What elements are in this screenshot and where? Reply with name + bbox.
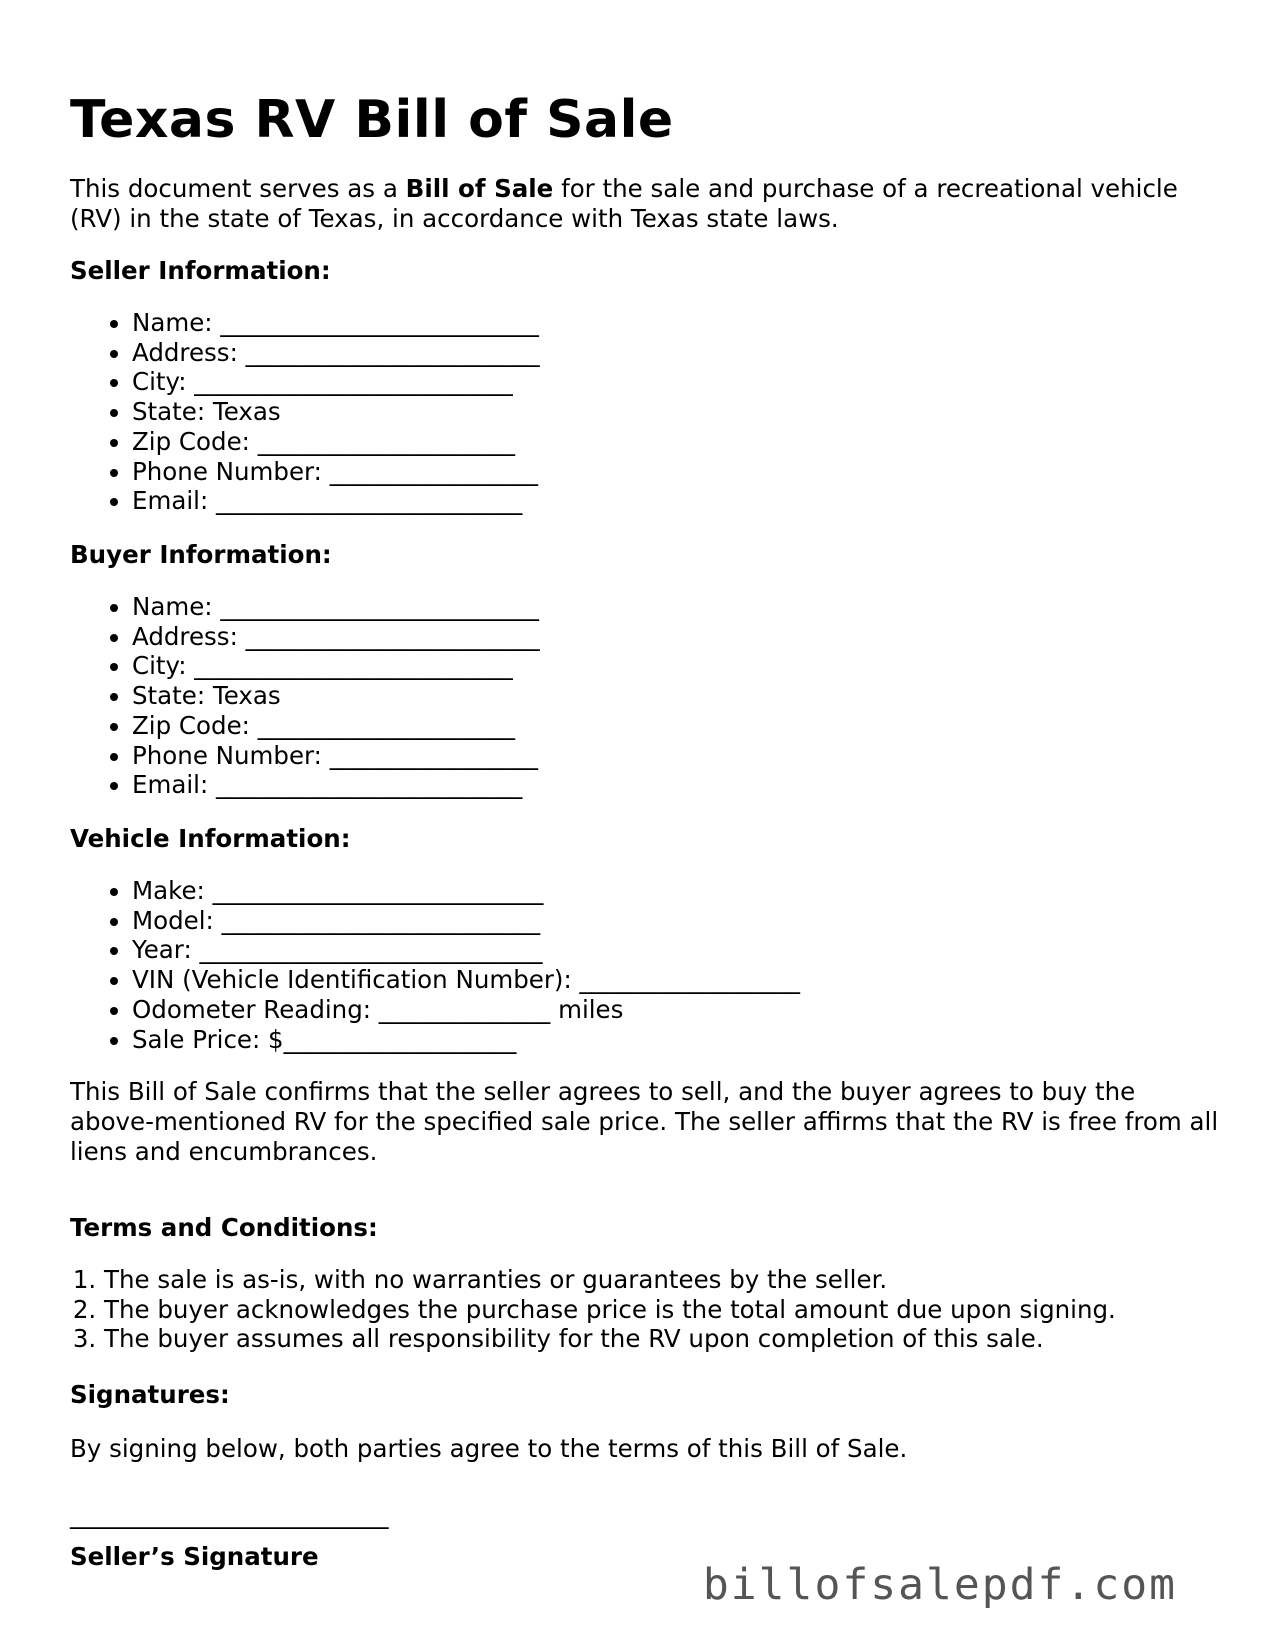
seller-zip-item: • Zip Code: _____________________ <box>132 427 540 457</box>
vehicle-model-item: • Model: __________________________ <box>132 906 800 936</box>
seller-email-item: • Email: _________________________ <box>132 486 540 516</box>
buyer-list <box>70 592 540 800</box>
vehicle-make-item: • Make: ___________________________ <box>132 876 800 906</box>
seller-address-item: • Address: ________________________ <box>132 338 540 368</box>
buyer-address-item: • Address: ________________________ <box>132 622 540 652</box>
seller-phone-item: • Phone Number: _________________ <box>132 457 540 487</box>
term-item: 2. The buyer acknowledges the purchase price is the total amount due upon signing. <box>104 1295 1116 1325</box>
terms-list <box>70 1265 1116 1354</box>
seller-signature-label: Seller’s Signature <box>70 1542 319 1571</box>
vehicle-year-item: • Year: ____________________________ <box>132 935 800 965</box>
terms-heading: Terms and Conditions: <box>70 1213 378 1242</box>
watermark: billofsalepdf.com <box>702 1560 1177 1610</box>
buyer-phone-item: • Phone Number: _________________ <box>132 741 540 771</box>
page-title: Texas RV Bill of Sale <box>70 90 674 150</box>
intro-paragraph <box>70 174 1220 234</box>
buyer-city-item: • City: __________________________ <box>132 651 540 681</box>
buyer-heading: Buyer Information: <box>70 540 332 569</box>
intro-text-after: for the sale and purchase of a recreational vehicle (RV) in the state of Texas, in accordance with Texas state laws. <box>70 174 1178 233</box>
term-item: 1. The sale is as-is, with no warranties or guarantees by the seller. <box>104 1265 1116 1295</box>
signatures-heading: Signatures: <box>70 1380 230 1409</box>
vehicle-list <box>70 876 800 1054</box>
signatures-text: By signing below, both parties agree to the terms of this Bill of Sale. <box>70 1434 908 1463</box>
buyer-name-item: • Name: __________________________ <box>132 592 540 622</box>
seller-city-item: • City: __________________________ <box>132 367 540 397</box>
seller-state-item: • State: Texas <box>132 397 540 427</box>
intro-text-before: This document serves as a <box>70 174 406 203</box>
buyer-email-item: • Email: _________________________ <box>132 770 540 800</box>
buyer-zip-item: • Zip Code: _____________________ <box>132 711 540 741</box>
vehicle-heading: Vehicle Information: <box>70 824 351 853</box>
intro-bold-term: Bill of Sale <box>405 174 554 203</box>
term-item: 3. The buyer assumes all responsibility for the RV upon completion of this sale. <box>104 1324 1116 1354</box>
buyer-state-item: • State: Texas <box>132 681 540 711</box>
confirmation-paragraph: This Bill of Sale confirms that the seller agrees to sell, and the buyer agrees to buy the above-mentioned RV for the specified sale price. The seller affirms that the RV is free from all liens and encumbrances. <box>70 1077 1219 1166</box>
vehicle-price-item: • Sale Price: $___________________ <box>132 1025 800 1055</box>
seller-list <box>70 308 540 516</box>
seller-name-item: • Name: __________________________ <box>132 308 540 338</box>
vehicle-odometer-item: • Odometer Reading: ______________ miles <box>132 995 800 1025</box>
seller-signature-line: __________________________ <box>70 1500 389 1529</box>
vehicle-vin-item: • VIN (Vehicle Identification Number): __________________ <box>132 965 800 995</box>
seller-heading: Seller Information: <box>70 256 331 285</box>
